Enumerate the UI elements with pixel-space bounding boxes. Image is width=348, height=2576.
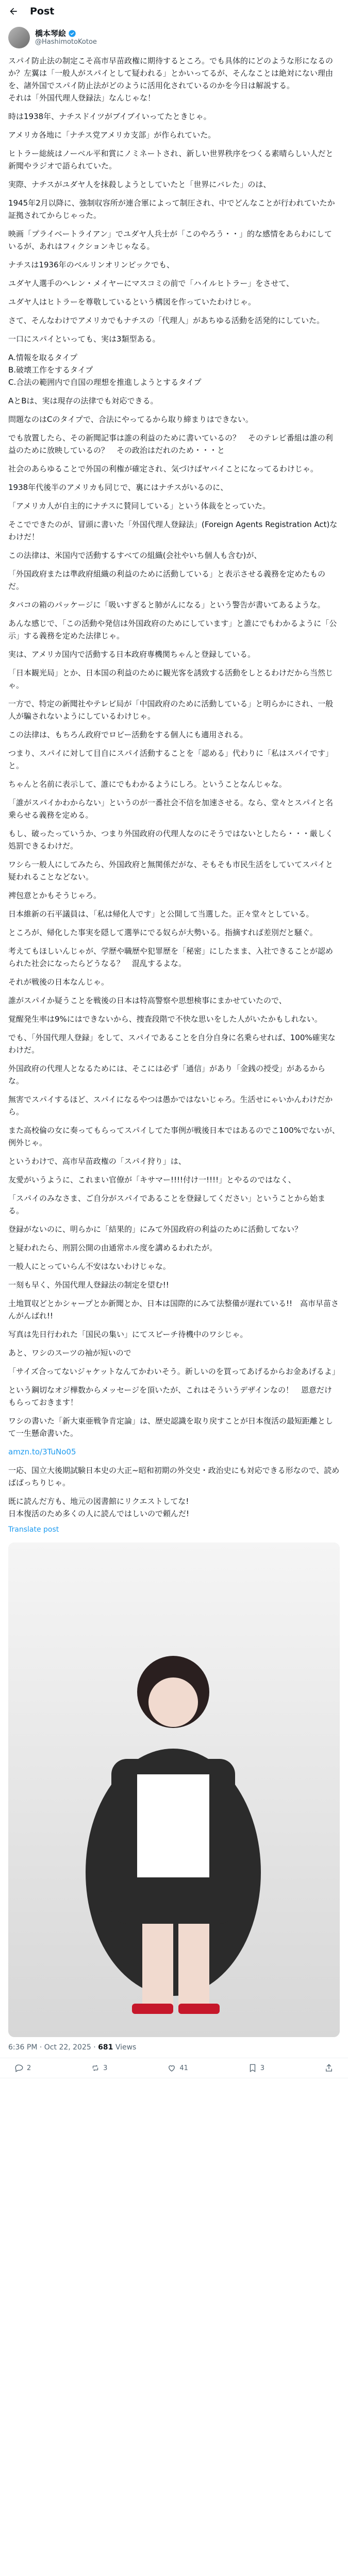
tweet-paragraph: 一刻も早く、外国代理人登録法の制定を望む!! [8, 1280, 169, 1290]
tweet-paragraph: もし、破ったっていうか、つまり外国政府の代理人なのにそうではないとしたら・・・厳しく処罰できるわけだ。 [8, 829, 334, 851]
tweet-paragraph: 「誰がスパイかわからない」というのが一番社会不信を加速させる。なら、堂々とスパイと名乗らせる義務を定める。 [8, 798, 334, 820]
tweet-paragraph: スパイ防止法の制定こそ高市早苗政権に期待するところ。でも具体的にどのような形になるのか？左翼は「一般人がスパイとして疑われる」とかいってるが、そんなことは絶対にない理由を、諸外国でスパイ防止法がどのように活用化されているのかを今日は解説する。 それは「外国代理人登録法」なんじゃな！ [8, 56, 334, 103]
tweet-paragraph: 「サイズ合ってないジャケットなんてかわいそう。新しいのを買ってあげるからお金あげるよ」 [8, 1367, 340, 1376]
tweet-paragraph: あんな感じで、「この活動や発信は外国政府のためにしています」と誰にでもわかるように「公示」する義務を定めた法律じゃ。 [8, 619, 337, 640]
author-display-name[interactable]: 橋本琴絵 [35, 29, 67, 39]
tweet-paragraph: 「日本観光局」とか、日本国の利益のために観光客を誘致する活動をしとるわけだから当然じゃ。 [8, 668, 334, 690]
tweet-paragraph: この法律は、米国内で活動するすべての組織(会社やいち個人も含む)が、 [8, 551, 262, 560]
tweet-paragraph: ちゃんと名前に表示して、誰にでもわかるようにしろ。ということなんじゃな。 [8, 779, 287, 789]
tweet-paragraph: タバコの箱のパッケージに「吸いすぎると肺がんになる」という警告が書いてあるような。 [8, 600, 325, 609]
tweet-paragraph: ユダヤ人選手のヘレン・メイヤーにマスコミの前で「ハイルヒトラー」をさせて、 [8, 279, 294, 288]
post-photo[interactable] [8, 1543, 340, 2037]
tweet-paragraph: という鋼切なオジ樺数からメッセージを頂いたが、これはそういうデザインなの！ 恩意だけもらっておきます！ [8, 1385, 333, 1407]
bookmark-count: 3 [260, 2064, 265, 2072]
tweet-paragraph: A.情報を取るタイプ B.破壊工作をするタイプ C.合法の範囲内で自国の理想を推進しようとするタイプ [8, 353, 202, 387]
tweet-paragraph: 既に読んだ方も、地元の図書館にリクエストしてな! 日本復活のため多くの人に読んではしいので頼んだ! [8, 1497, 190, 1518]
tweet-paragraph: 外国政府の代理人となるためには、そこには必ず「通信」があり「金銭の授受」があるからな。 [8, 1064, 326, 1086]
author-row [0, 23, 348, 52]
tweet-paragraph: この法律は、もちろん政府でロビー活動をする個人にも適用される。 [8, 730, 248, 739]
tweet-paragraph: 一方で、特定の新聞社やテレビ局が「中国政府のために活動している」と明らかにされ、一般人が騙されないようにしているわけじゃ。 [8, 699, 334, 721]
views-count: 681 [98, 2043, 113, 2052]
tweet-paragraph: あと、ワシのスーツの袖が短いので [8, 1348, 131, 1358]
tweet-paragraph: ナチスは1936年のベルリンオリンピックでも、 [8, 260, 174, 269]
tweet-paragraph: また高校倫の女に奏ってもらってスパイしてた事例が戦後日本ではあるのでこ100%でないが、例外じゃ。 [8, 1126, 340, 1147]
bookmark-button[interactable] [248, 2063, 264, 2073]
tweet-paragraph: というわけで、高市早苗政権の「スパイ狩り」は、 [8, 1157, 186, 1166]
tweet-paragraph: ユダヤ人はヒトラーを尊敬しているという構図を作っていたわけじゃ。 [8, 297, 256, 307]
tweet-paragraph: 1945年2月以降に、強制収容所が連合軍によって制圧され、中でどんなことが行われていたか証拠されてからじゃった。 [8, 198, 335, 220]
tweet-paragraph: そこでできたのが、冒頭に書いた「外国代理人登録法」(Foreign Agents Registration Act)なわけだ！ [8, 520, 338, 541]
tweet-paragraph: ワシの書いた「新大東亜戦争肯定論」は、歴史認識を取り戻すことが日本復活の最短距離として一生懸命書いた。 [8, 1416, 334, 1438]
tweet-paragraph: 映画「プライベートライアン」でユダヤ人兵士が「このやろう・・」的な感情をあらわにしているが、あれはフィクションキじゃなる。 [8, 229, 333, 251]
tweet-paragraph: 「スパイのみなさま、ご自分がスパイであることを登録してください」ということから始まる。 [8, 1194, 326, 1215]
tweet-paragraph: 社会のあらゆることで外国の利権が確定され、気づけばヤバイことになってるわけじゃ。 [8, 464, 318, 473]
tweet-paragraph: 実は、アメリカ国内で活動する日本政府専機関ちゃんと登録している。 [8, 650, 255, 659]
tweet-paragraph: ところが、帰化した事実を隠して選挙にでる奴らが大勢いる。指摘すれば差別だと騒ぐ。 [8, 928, 318, 937]
repost-button[interactable] [91, 2063, 107, 2073]
tweet-paragraph: 写真は先日行われた「国民の集い」にてスピーチ待機中のワシじゃ。 [8, 1330, 248, 1339]
tweet-paragraph: アメリカ各地に「ナチス党アメリカ支部」が作られていた。 [8, 130, 216, 140]
post-photo-illustration [8, 1543, 340, 2037]
tweet-paragraph: 1938年代後半のアメリカも同じで、裏にはナチスがいるのに、 [8, 483, 228, 492]
tweet-paragraph: 覚醒発生率は9%にはできないから、捜査段階で不快な思いをした人がいたかもしれない。 [8, 1014, 322, 1024]
tweet-paragraph: 無害でスパイするほど、スパイになるやつは愚かではないじゃろ。生活せにゃいかんわけだから。 [8, 1095, 333, 1116]
tweet-paragraph: でも、「外国代理人登録」をして、スパイであることを自分自身に名乗らせれば、100%確実なわけだ。 [8, 1033, 336, 1055]
author-handle[interactable]: @HashimotoKotoe [35, 38, 97, 46]
verified-icon [68, 29, 76, 38]
tweet-paragraph: と疑われたら、刑罰公開の由通常ホル度を講めるわれたが。 [8, 1243, 218, 1252]
tweet-paragraph: 誰がスパイか疑うことを戦後の日本は特高警察や思想検事にまかせていたので、 [8, 996, 287, 1005]
post-meta: 6:36 PM · Oct 22, 2025 · 681 Views [0, 2037, 348, 2058]
reply-count: 2 [27, 2064, 31, 2072]
tweet-paragraph: 実際、ナチスがユダヤ人を抹殺しようとしていたと「世界にバレた」のは、 [8, 180, 271, 189]
avatar[interactable] [8, 27, 30, 48]
tweet-link[interactable]: amzn.to/3TuNo05 [8, 1447, 76, 1456]
page-title: Post [30, 6, 55, 17]
tweet-paragraph: ヒトラー総統はノーベル平和賞にノミネートされ、新しい世界秩序をつくる素晴らしい人だと新聞やラジオで語られていた。 [8, 149, 334, 171]
tweet-paragraph: 土地買収どとかシャープとか新聞とか、日本は国際的にみて法整備が遅れている!! 高市早苗さんがんばれ!! [8, 1299, 339, 1320]
tweet-paragraph: AとBは、実は現存の法律でも対応できる。 [8, 396, 158, 405]
tweet-text [0, 52, 348, 1535]
tweet-paragraph: つまり、スパイに対して目自にスパイ活動することを「認める」代わりに「私はスパイです」と。 [8, 749, 334, 770]
share-icon [324, 2063, 334, 2073]
tweet-paragraph: でも放置したら、その新聞記事は誰の利益のために書いているの？ そのテレビ番組は誰の利益のために放映しているの？ その政治はだれのため・・・と [8, 433, 333, 455]
post-date[interactable]: Oct 22, 2025 [44, 2043, 91, 2052]
tweet-paragraph: 一口にスパイといっても、実は3類型ある。 [8, 334, 160, 344]
repost-icon [91, 2063, 100, 2073]
like-count: 41 [179, 2064, 188, 2072]
tweet-paragraph: 「外国政府または準政府組織の利益のために活動している」と表示させる義務を定めたものだ。 [8, 569, 326, 591]
views-label: Views [115, 2043, 137, 2052]
post-time[interactable]: 6:36 PM [8, 2043, 38, 2052]
bookmark-icon [248, 2063, 257, 2073]
tweet-paragraph: 考えてもほしいんじゃが、学歴や職歴や犯罪歴を「秘密」にしたまま、入社できることが認められた社会になったらどうなる？ 混乱するよな。 [8, 946, 334, 968]
tweet-paragraph: それが戦後の日本なんじゃ。 [8, 977, 109, 987]
tweet-paragraph: 一般人にとっていらん不安はないわけじゃな。 [8, 1262, 171, 1271]
translate-post-link[interactable]: Translate post [8, 1526, 59, 1534]
action-bar [0, 2058, 348, 2078]
author-names [35, 29, 97, 46]
tweet-paragraph: 登録がないのに、明らかに「結果的」にみて外国政府の利益のために活動してない？ [8, 1225, 303, 1234]
tweet-paragraph: 日本維新の石平議員は、「私は帰化人です」と公開して当選した。正々堂々としている。 [8, 909, 314, 919]
tweet-paragraph: ワシら一般人にしてみたら、外国政府と無関係だがな、そもそも市民生活をしていてスパイと疑われることなどない。 [8, 860, 334, 882]
tweet-paragraph: 時は1938年、ナチスドイツがブイブイいってたときじゃ。 [8, 112, 211, 121]
tweet-paragraph: 友愛がいうように、これまい官僚が「キサマー!!!!付け一!!!!」とやるのではなく、 [8, 1175, 296, 1184]
top-bar [0, 0, 348, 23]
like-button[interactable] [167, 2063, 188, 2073]
author-display-name-row [35, 29, 97, 38]
share-button[interactable] [324, 2063, 334, 2073]
repost-count: 3 [103, 2064, 108, 2072]
reply-icon [14, 2063, 24, 2073]
back-arrow-icon[interactable] [6, 4, 21, 19]
tweet-paragraph: 一応、国立大後期試験日本史の大正~昭和初期の外交史・政治史にも対応できる形なので、読めばばっちりじゃ。 [8, 1466, 340, 1487]
reply-button[interactable] [14, 2063, 31, 2073]
heart-icon [167, 2063, 176, 2073]
tweet-paragraph: さて、そんなわけでアメリカでもナチスの「代理人」があちゆる活動を活発的にしていた。 [8, 316, 325, 325]
tweet-paragraph: 問題なのはCのタイプで、合法にやってるから取り締まりはできない。 [8, 415, 253, 424]
tweet-paragraph: 「アメリカ人が自主的にナチスに賛同している」という体裁をとっていた。 [8, 501, 271, 511]
tweet-paragraph: 裨包意とかもそうじゃろ。 [8, 891, 102, 900]
